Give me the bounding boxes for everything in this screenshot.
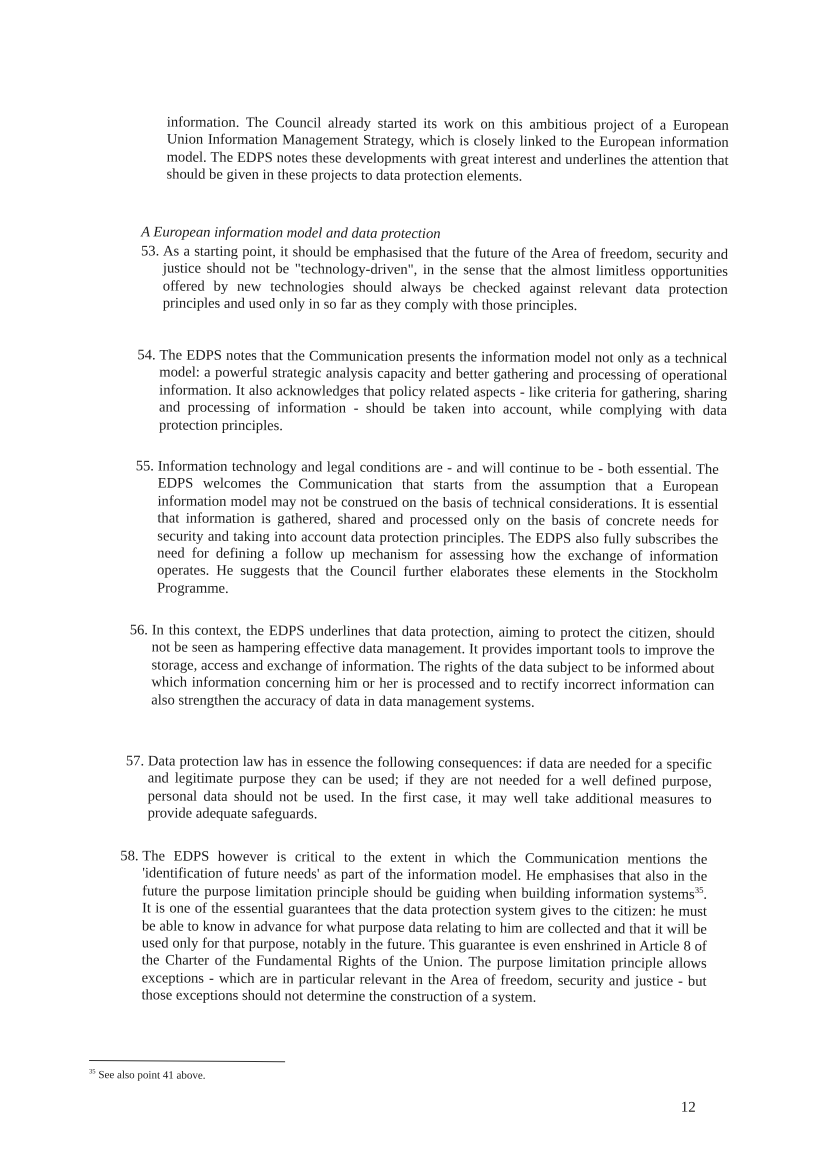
paragraph-text [141, 848, 707, 1008]
page-number: 12 [680, 1099, 696, 1116]
paragraph-text-part: The EDPS however is critical to the extent in which the Communication mentions the 'identification of future needs' as part of the information model. He emphasises that also in the future the purpose limitation principle should be guiding when building information systems [142, 848, 708, 903]
numbered-paragraph-54 [137, 347, 728, 438]
numbered-paragraph-58 [119, 848, 707, 1008]
paragraph-number: 56. [129, 622, 149, 639]
footnote-text: See also point 41 above. [98, 1069, 206, 1082]
numbered-paragraph-53 [141, 243, 728, 316]
paragraph-text: The EDPS notes that the Communication presents the information model not only as a technical model: a powerful strategic analysis capacity and better gathering and processing of operational information. It also acknowledges that policy related aspects - like criteria for gathering, sharing and processing of information - should be taken into account, while complying with data protection principles. [158, 347, 728, 434]
numbered-paragraph-57 [126, 753, 712, 826]
paragraph-text: In this context, the EDPS underlines that data protection, aiming to protect the citizen, should not be seen as hampering effective data management. It provides important tools to improve the storage, access and exchange of information. The rights of the data subject to be informed about which information concerning him or her is processed and to rectify incorrect information can also strengthen the accuracy of data in data management systems. [151, 622, 715, 711]
paragraph-number: 58. [120, 848, 139, 865]
paragraph-text-part: . It is one of the essential guarantees that the data protection system gives to the citizen: he must be able to know in advance for what purpose data relating to him are collected and that it will be used only for that purpose, notably in the future. This guarantee is even enshrined in Article 8 of the Charter of the Fundamental Rights of the Union. The purpose limitation principle allows exceptions - which are in particular relevant in the Area of freedom, security and justice - but those exceptions should not determine the construction of a system. [141, 886, 708, 1007]
section-heading: A European information model and data protection [141, 224, 441, 243]
paragraph-number: 53. [140, 243, 160, 260]
paragraph-number: 54. [137, 347, 156, 364]
footnote-separator [89, 1060, 285, 1062]
intro-paragraph: information. The Council already started its work on this ambitious project of a European Union Information Management Strategy, which is closely linked to the European information model. The EDPS notes these developments with great interest and underlines the attention that should be given in these projects to data protection elements. [166, 114, 729, 185]
footnote-marker: 35 [88, 1068, 96, 1076]
paragraph-text: Information technology and legal conditions are - and will continue to be - both essential. The EDPS welcomes the Communication that starts from the assumption that a European information model may not be construed on the basis of technical considerations. It is essential that information is gathered, shared and processed only on the basis of concrete needs for security and taking into account data protection principles. The EDPS also fully subscribes the need for defining a follow up mechanism for assessing how the exchange of information operates. He suggests that the Council further elaborates these elements in the Stockholm Programme. [156, 458, 719, 597]
paragraph-number: 55. [135, 458, 155, 475]
paragraph-text: Data protection law has in essence the following consequences: if data are needed for a specific and legitimate purpose they can be used; if they are not needed for a well defined purpose, personal data should not be used. In the first case, it may well take additional measures to provide adequate safeguards. [147, 753, 712, 823]
numbered-paragraph-56 [129, 622, 715, 713]
footnote [89, 1069, 206, 1083]
numbered-paragraph-55 [135, 458, 719, 601]
footnote-reference: 35 [694, 884, 704, 895]
paragraph-number: 57. [125, 753, 145, 770]
paragraph-text: As a starting point, it should be emphasised that the future of the Area of freedom, security and justice should not be "technology-driven", in the sense that the almost limitless opportunities offered by new technologies should always be checked against relevant data protection principles and used only in so far as they comply with those principles. [162, 243, 729, 315]
